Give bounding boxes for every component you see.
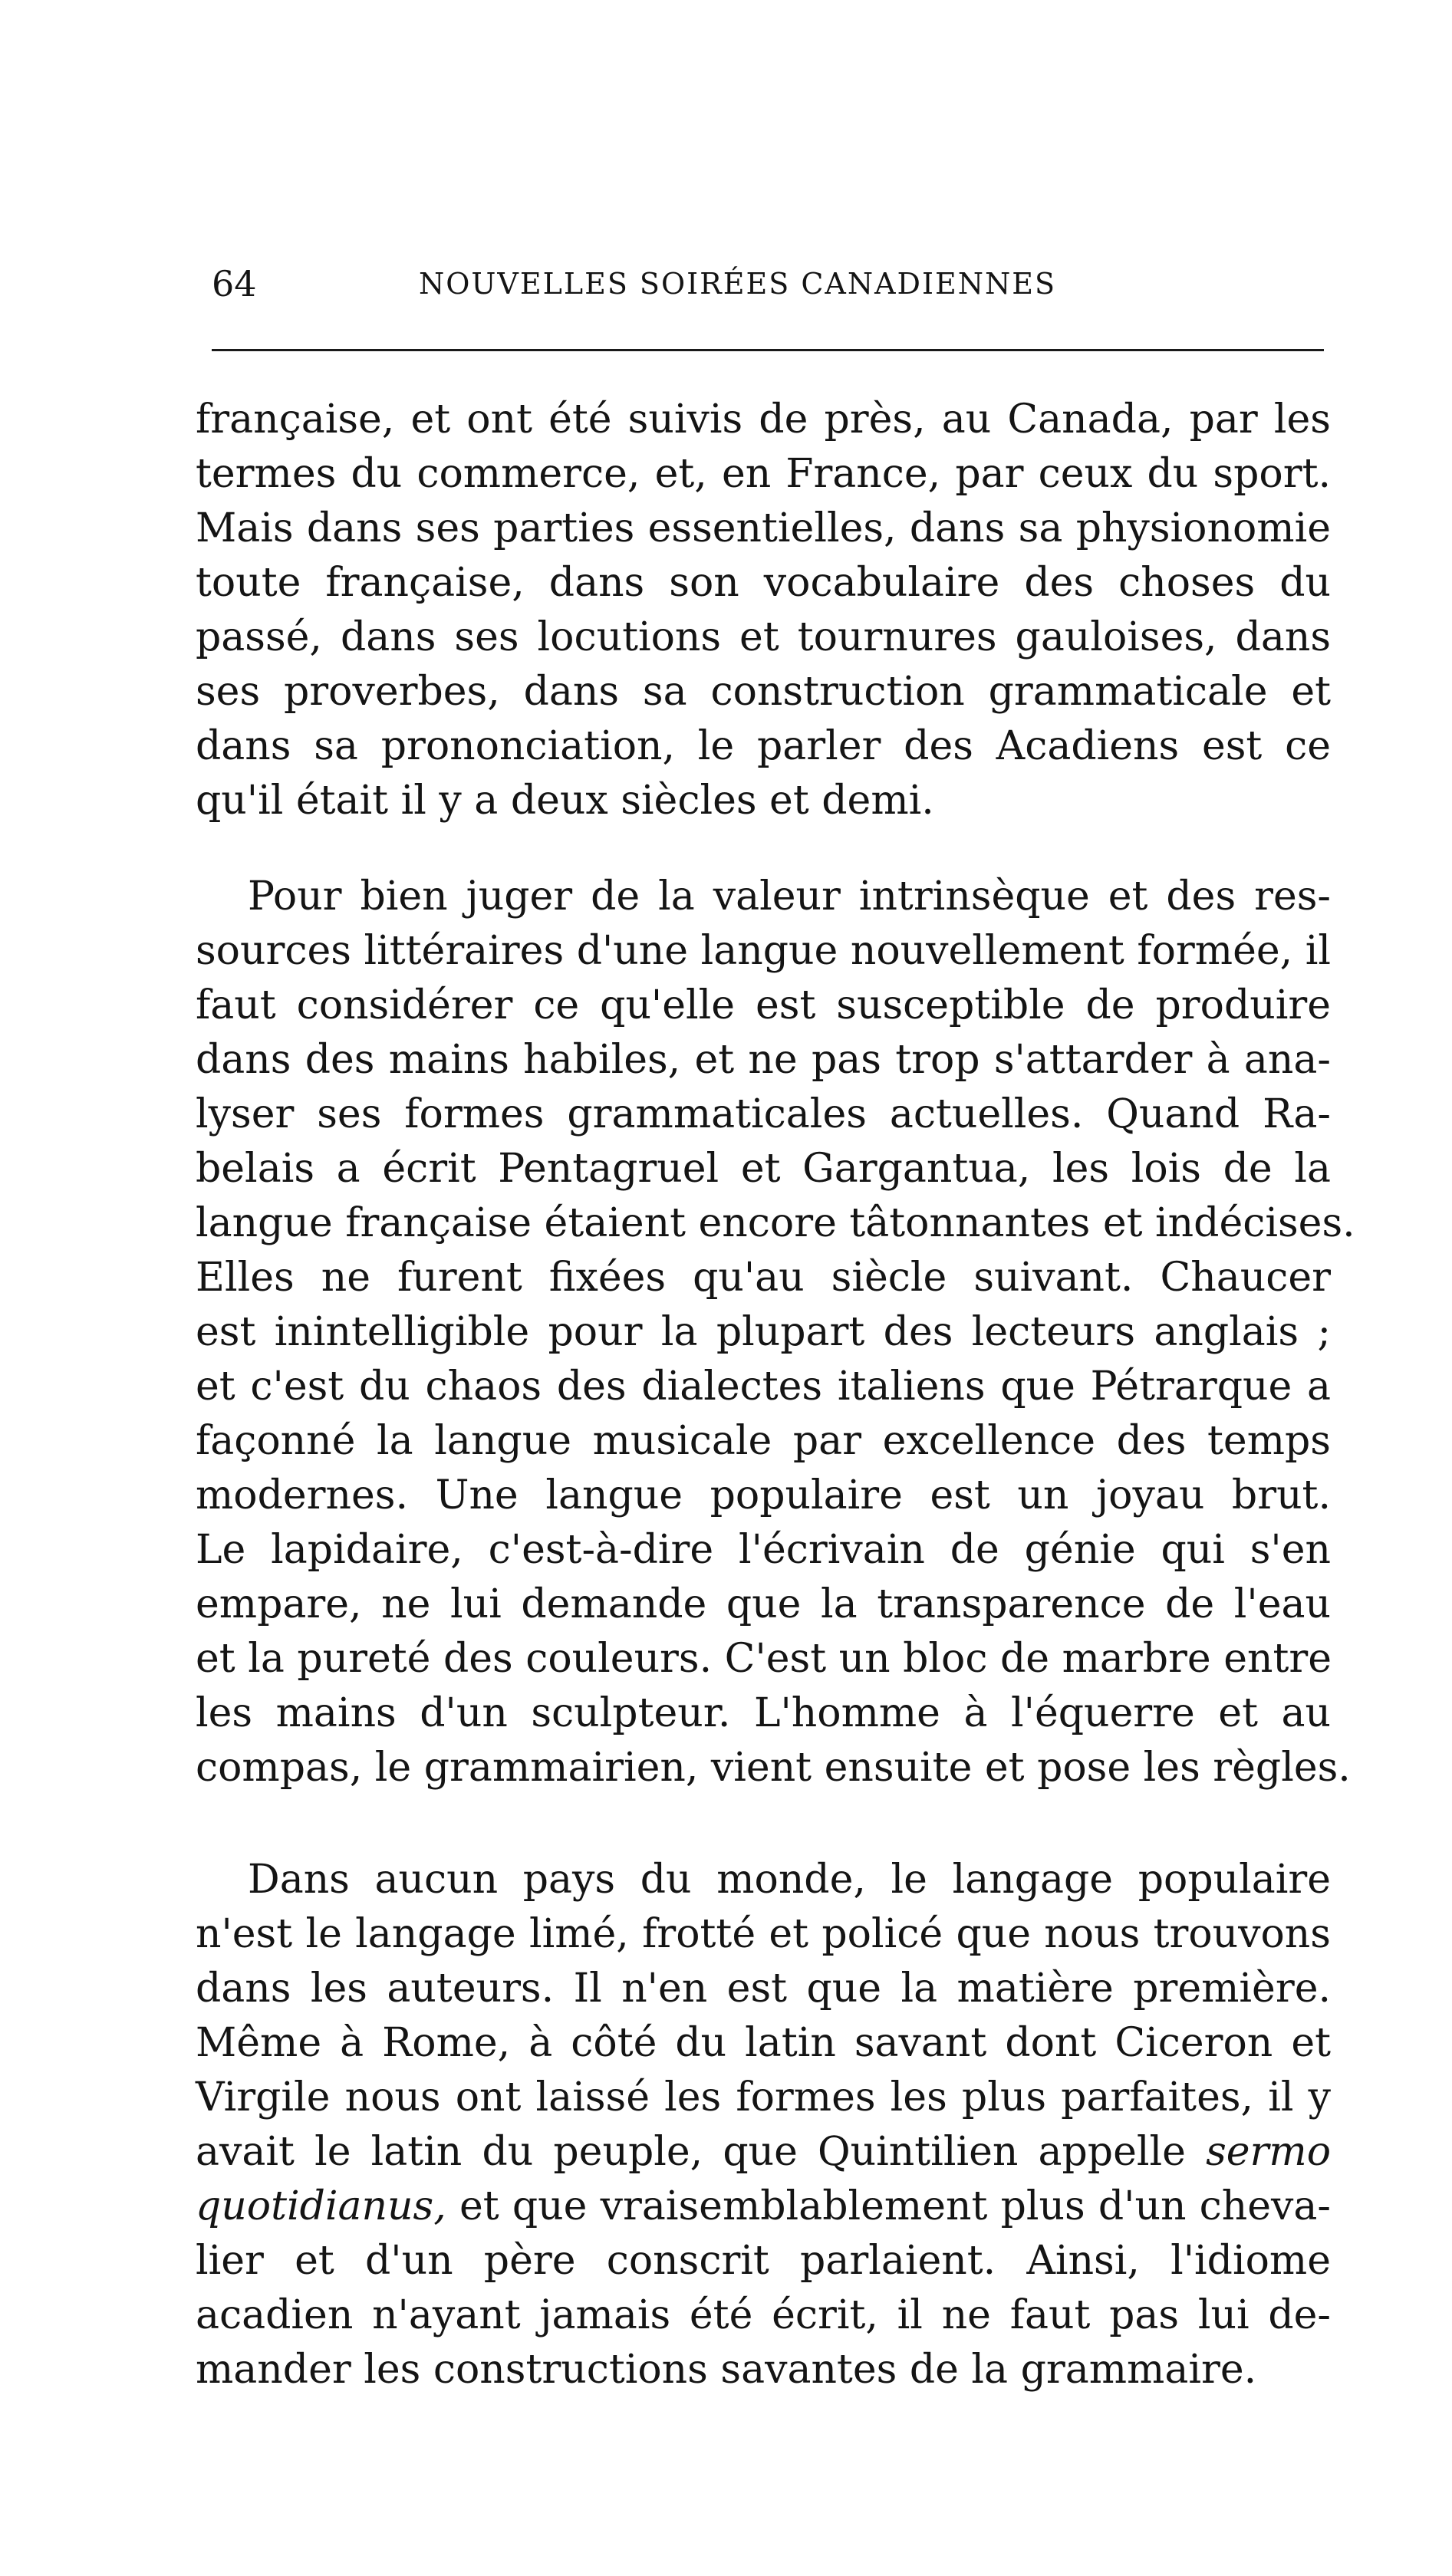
text-line	[196, 2180, 1331, 2234]
text-segment: avait le latin du peuple, que Quintilien appelle	[196, 2129, 1186, 2175]
text-line: Dans aucun pays du monde, le langage populaire	[248, 1857, 1331, 1903]
text-line: n'est le langage limé, frotté et policé que nous trouvons	[196, 1911, 1331, 1957]
italic-term: sermo	[1206, 2129, 1331, 2175]
text-line: est inintelligible pour la plupart des lecteurs anglais ;	[196, 1309, 1331, 1355]
text-line: modernes. Une langue populaire est un joyau brut.	[196, 1472, 1331, 1518]
text-line: Virgile nous ont laissé les formes les plus parfaites, il y	[196, 2074, 1331, 2120]
text-line: faut considérer ce qu'elle est susceptible de produire	[196, 982, 1331, 1028]
text-line: sources littéraires d'une langue nouvellement formée, il	[196, 928, 1331, 974]
text-line: Même à Rome, à côté du latin savant dont Ciceron et	[196, 2020, 1331, 2066]
text-line: lier et d'un père conscrit parlaient. Ainsi, l'idiome	[196, 2238, 1331, 2284]
text-line: acadien n'ayant jamais été écrit, il ne faut pas lui de-	[196, 2292, 1331, 2338]
text-line: Elles ne furent fixées qu'au siècle suivant. Chaucer	[196, 1255, 1331, 1301]
text-line: langue française étaient encore tâtonnantes et indécises.	[196, 1200, 1355, 1246]
header-rule	[212, 349, 1324, 351]
text-line: et c'est du chaos des dialectes italiens que Pétrarque a	[196, 1364, 1331, 1410]
text-line: termes du commerce, et, en France, par ceux du sport.	[196, 451, 1331, 497]
text-line: qu'il était il y a deux siècles et demi.	[196, 778, 934, 824]
italic-term: quotidianus,	[196, 2183, 446, 2229]
text-segment: et que vraisemblablement plus d'un cheva-	[459, 2183, 1332, 2229]
text-line: compas, le grammairien, vient ensuite et pose les règles.	[196, 1745, 1351, 1791]
text-line: Mais dans ses parties essentielles, dans sa physionomie	[196, 505, 1331, 551]
text-line: belais a écrit Pentagruel et Gargantua, les lois de la	[196, 1146, 1331, 1192]
text-line: les mains d'un sculpteur. L'homme à l'équerre et au	[196, 1690, 1331, 1736]
text-line: empare, ne lui demande que la transparence de l'eau	[196, 1581, 1331, 1627]
text-line	[196, 2125, 1331, 2180]
text-line: dans des mains habiles, et ne pas trop s'attarder à ana-	[196, 1037, 1331, 1083]
text-line: française, et ont été suivis de près, au Canada, par les	[196, 396, 1331, 442]
text-line: ses proverbes, dans sa construction grammaticale et	[196, 669, 1331, 715]
text-line: et la pureté des couleurs. C'est un bloc de marbre entre	[196, 1636, 1332, 1682]
text-line: Pour bien juger de la valeur intrinsèque et des res-	[248, 873, 1331, 920]
text-line: lyser ses formes grammaticales actuelles. Quand Ra-	[196, 1091, 1331, 1137]
paragraph-3	[196, 1853, 1331, 2397]
running-head: NOUVELLES SOIRÉES CANADIENNES	[419, 267, 1057, 301]
text-line: passé, dans ses locutions et tournures gauloises, dans	[196, 614, 1331, 660]
page-header	[212, 253, 1324, 314]
text-line: toute française, dans son vocabulaire des choses du	[196, 560, 1331, 606]
page-number: 64	[212, 263, 257, 304]
text-line: Le lapidaire, c'est-à-dire l'écrivain de génie qui s'en	[196, 1527, 1331, 1573]
paragraph-2	[196, 870, 1355, 1795]
text-line: mander les constructions savantes de la grammaire.	[196, 2347, 1257, 2393]
text-line: dans sa prononciation, le parler des Acadiens est ce	[196, 723, 1331, 769]
text-line: dans les auteurs. Il n'en est que la matière première.	[196, 1966, 1331, 2012]
paragraph-1	[196, 393, 1331, 828]
text-line: façonné la langue musicale par excellence des temps	[196, 1418, 1331, 1464]
